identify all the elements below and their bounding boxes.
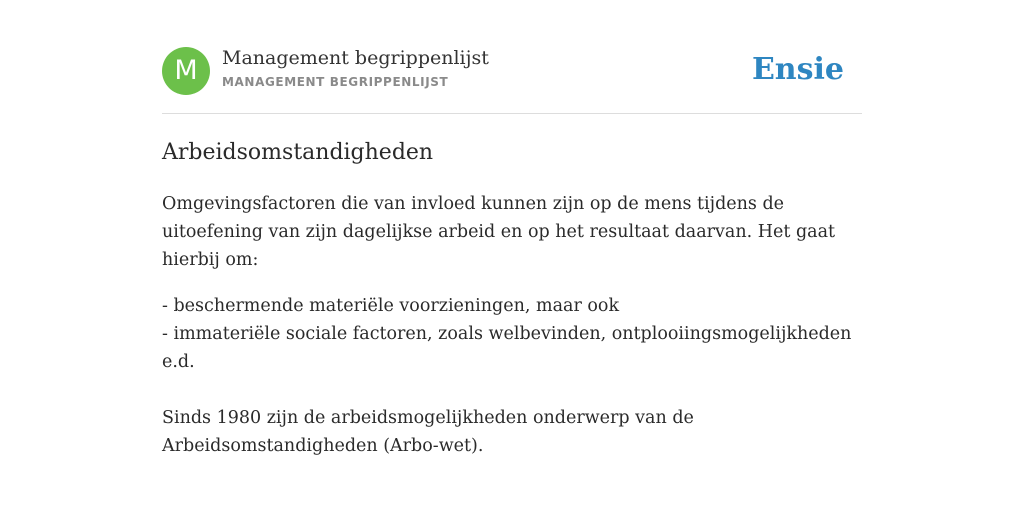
definition-paragraph-closing: Sinds 1980 zijn de arbeidsmogelijkheden onderwerp van de Arbeidsomstandigheden (Arbo-wet). bbox=[162, 408, 694, 456]
list-item: - beschermende materiële voorzieningen, maar ook bbox=[162, 296, 620, 316]
source-subtitle: MANAGEMENT BEGRIPPENLIJST bbox=[222, 75, 449, 89]
source-title[interactable]: Management begrippenlijst bbox=[222, 47, 489, 69]
term-title: Arbeidsomstandigheden bbox=[162, 140, 434, 165]
spacer bbox=[162, 376, 862, 404]
source-avatar[interactable]: M bbox=[162, 47, 210, 95]
definition-entry bbox=[162, 138, 862, 460]
definition-list bbox=[162, 292, 862, 460]
definition-paragraph: Omgevingsfactoren die van invloed kunnen zijn op de mens tijdens de uitoefening van zijn dagelijkse arbeid en op het resultaat daarvan. Het gaat hierbij om: bbox=[162, 194, 836, 270]
header-divider bbox=[162, 113, 862, 114]
ensie-logo[interactable]: Ensie bbox=[751, 52, 844, 87]
definition-body bbox=[162, 190, 862, 460]
source-header bbox=[162, 46, 862, 96]
list-item: - immateriële sociale factoren, zoals welbevinden, ontplooiingsmogelijkheden e.d. bbox=[162, 324, 852, 372]
source-info bbox=[222, 46, 489, 94]
